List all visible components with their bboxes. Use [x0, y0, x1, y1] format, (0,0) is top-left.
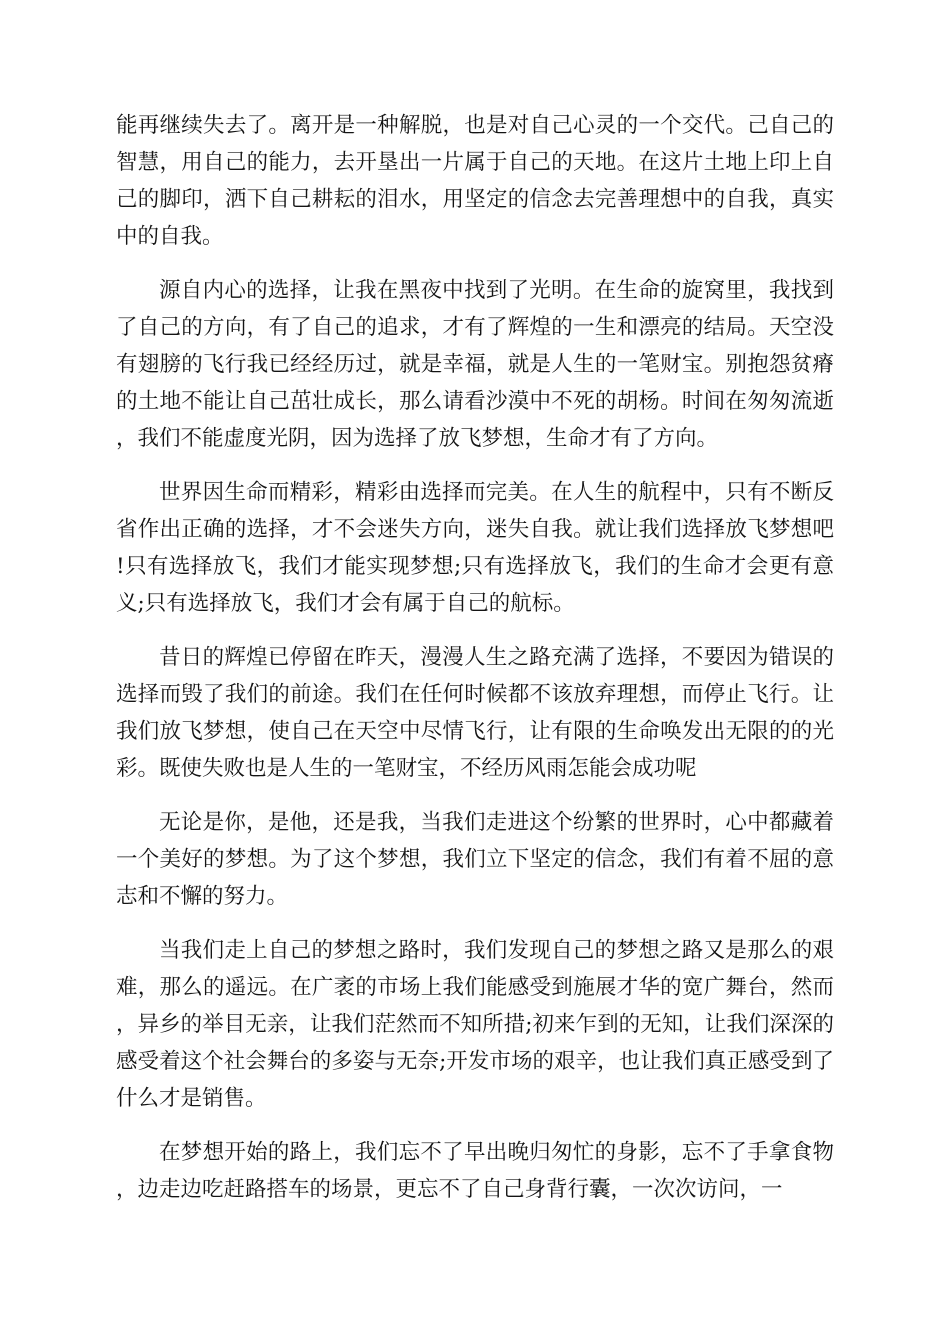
- paragraph: 能再继续失去了。离开是一种解脱，也是对自己心灵的一个交代。己自己的智慧，用自己的能力，去开垦出一片属于自己的天地。在这片土地上印上自己的脚印，洒下自己耕耘的泪水，用坚定的信念去完善理想中的自我，真实中的自我。: [116, 113, 834, 249]
- paragraph: 当我们走上自己的梦想之路时，我们发现自己的梦想之路又是那么的艰难，那么的遥远。在广袤的市场上我们能感受到施展才华的宽广舞台，然而，异乡的举目无亲，让我们茫然而不知所措;初来乍到的无知，让我们深深的感受着这个社会舞台的多姿与无奈;开发市场的艰辛，也让我们真正感受到了什么才是销售。: [116, 938, 834, 1111]
- paragraph: 源自内心的选择，让我在黑夜中找到了光明。在生命的旋窝里，我找到了自己的方向，有了自己的追求，才有了辉煌的一生和漂亮的结局。天空没有翅膀的飞行我已经经历过，就是幸福，就是人生的一笔财宝。别抱怨贫瘠的土地不能让自己茁壮成长，那么请看沙漠中不死的胡杨。时间在匆匆流逝，我们不能虚度光阴，因为选择了放飞梦想，生命才有了方向。: [116, 278, 834, 451]
- paragraph: 世界因生命而精彩，精彩由选择而完美。在人生的航程中，只有不断反省作出正确的选择，才不会迷失方向，迷失自我。就让我们选择放飞梦想吧!只有选择放飞，我们才能实现梦想;只有选择放飞，我们的生命才会更有意义;只有选择放飞，我们才会有属于自己的航标。: [116, 480, 834, 616]
- paragraph: 无论是你，是他，还是我，当我们走进这个纷繁的世界时，心中都藏着一个美好的梦想。为了这个梦想，我们立下坚定的信念，我们有着不屈的意志和不懈的努力。: [116, 810, 834, 909]
- paragraph: 在梦想开始的路上，我们忘不了早出晚归匆忙的身影，忘不了手拿食物，边走边吃赶路搭车的场景，更忘不了自己身背行囊，一次次访问，一: [116, 1140, 834, 1202]
- paragraph: 昔日的辉煌已停留在昨天，漫漫人生之路充满了选择，不要因为错误的选择而毁了我们的前途。我们在任何时候都不该放弃理想，而停止飞行。让我们放飞梦想，使自己在天空中尽情飞行，让有限的生命唤发出无限的的光彩。既使失败也是人生的一笔财宝，不经历风雨怎能会成功呢: [116, 645, 834, 781]
- document-page: [116, 107, 834, 1225]
